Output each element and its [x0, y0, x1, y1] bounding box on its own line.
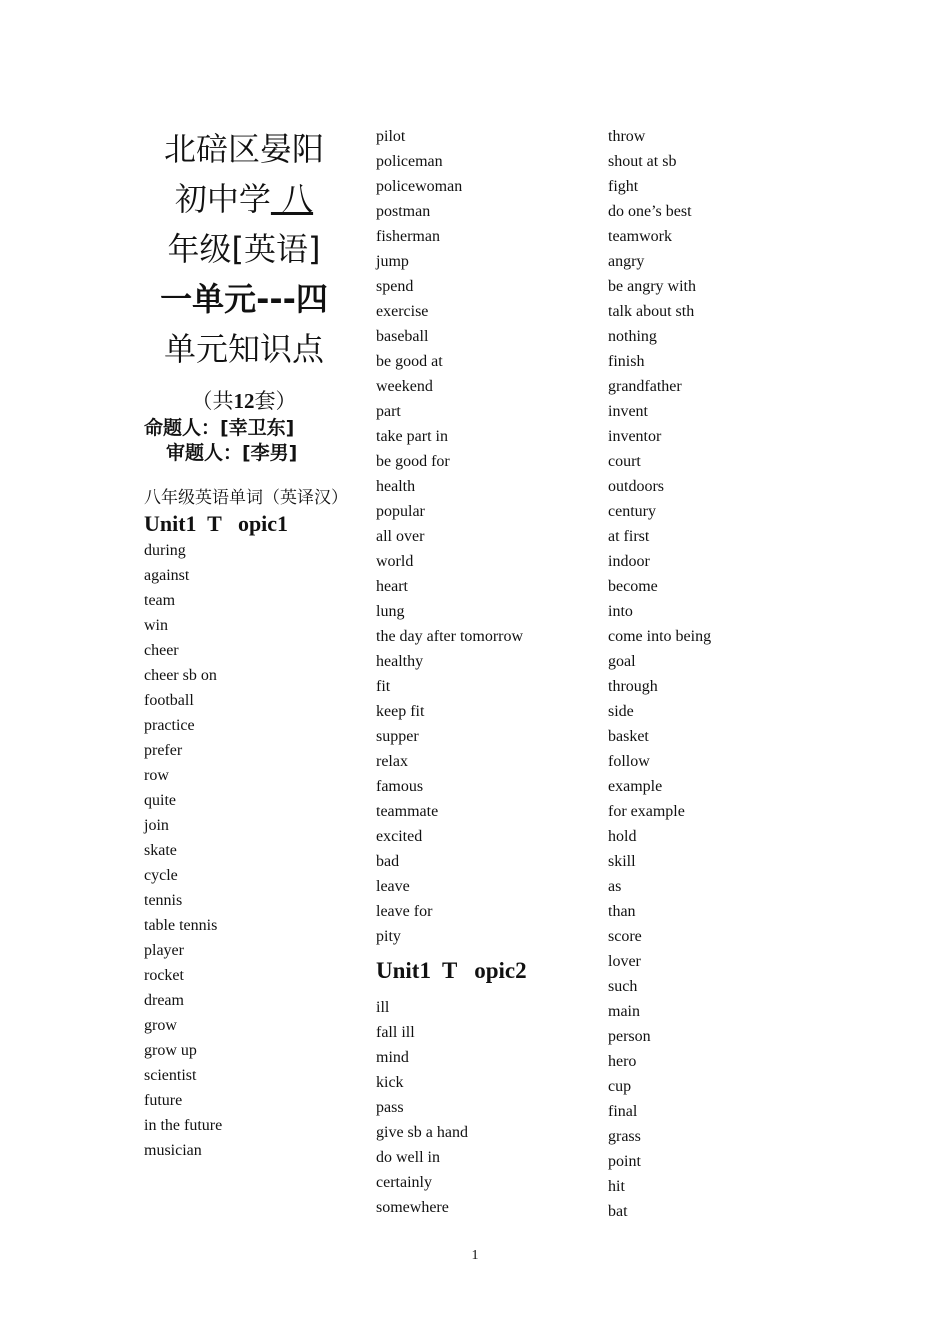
vocab-word: goal: [608, 653, 636, 670]
vocab-word: all over: [376, 528, 425, 545]
vocab-word: main: [608, 1003, 640, 1020]
vocab-word: century: [608, 503, 656, 520]
vocab-word: popular: [376, 503, 425, 520]
vocab-word: win: [144, 617, 168, 634]
vocab-word: pass: [376, 1099, 404, 1116]
vocab-word: famous: [376, 778, 424, 795]
vocab-word: indoor: [608, 553, 650, 570]
vocab-word: heart: [376, 578, 408, 595]
vocab-word: become: [608, 578, 658, 595]
vocab-word: skill: [608, 853, 636, 870]
vocab-word: the day after tomorrow: [376, 628, 524, 645]
vocab-word: against: [144, 567, 190, 584]
vocab-word: court: [608, 453, 641, 470]
vocab-word: certainly: [376, 1174, 432, 1191]
vocab-word: be angry with: [608, 278, 696, 295]
vocab-word: fight: [608, 178, 639, 195]
vocab-word: lung: [376, 603, 405, 620]
vocab-word: scientist: [144, 1067, 197, 1084]
vocab-word: outdoors: [608, 478, 664, 495]
vocab-subtitle: 八年级英语单词（英译汉）: [144, 488, 348, 508]
column3-word-list: [608, 124, 828, 1224]
grade-underlined: 八: [270, 180, 314, 218]
vocab-word: point: [608, 1153, 641, 1170]
vocab-word: grow: [144, 1017, 177, 1034]
set-count-number: 12: [233, 389, 255, 413]
reviewer-line: 审题人：[李男]: [166, 442, 298, 464]
vocab-word: prefer: [144, 742, 183, 759]
vocab-word: give sb a hand: [376, 1124, 468, 1141]
vocab-word: supper: [376, 728, 419, 745]
vocab-word: postman: [376, 203, 431, 220]
title-line-2: [144, 174, 344, 224]
vocab-word: talk about sth: [608, 303, 695, 320]
vocab-word: tennis: [144, 892, 183, 909]
vocab-word: be good at: [376, 353, 443, 370]
vocab-word: follow: [608, 753, 650, 770]
vocab-word: pity: [376, 928, 401, 945]
vocab-word: excited: [376, 828, 423, 845]
column2-word-list-bottom: [376, 995, 596, 1220]
vocab-word: into: [608, 603, 633, 620]
vocab-word: team: [144, 592, 176, 609]
vocab-word: do one’s best: [608, 203, 692, 220]
page-number: 1: [471, 1248, 479, 1263]
vocab-word: grow up: [144, 1042, 197, 1059]
title-line-3: 年级[英语]: [167, 230, 321, 268]
column2-word-list-top: [376, 124, 596, 949]
vocab-word: join: [144, 817, 169, 834]
vocab-word: cheer sb on: [144, 667, 217, 684]
vocab-word: leave: [376, 878, 410, 895]
vocab-word: as: [608, 878, 622, 895]
vocab-word: lover: [608, 953, 641, 970]
vocab-word: jump: [376, 253, 409, 270]
vocab-word: final: [608, 1103, 638, 1120]
vocab-word: relax: [376, 753, 408, 770]
vocab-word: quite: [144, 792, 176, 809]
vocab-word: teammate: [376, 803, 439, 820]
vocab-word: bad: [376, 853, 400, 870]
vocab-word: fit: [376, 678, 391, 695]
vocab-word: score: [608, 928, 642, 945]
vocab-word: at first: [608, 528, 650, 545]
vocab-word: exercise: [376, 303, 429, 320]
vocab-word: musician: [144, 1142, 202, 1159]
vocab-word: mind: [376, 1049, 409, 1066]
vocab-word: in the future: [144, 1117, 223, 1134]
author-line: 命题人：[幸卫东]: [144, 417, 295, 439]
vocab-word: invent: [608, 403, 648, 420]
vocab-word: future: [144, 1092, 183, 1109]
vocab-word: table tennis: [144, 917, 218, 934]
vocab-word: throw: [608, 128, 646, 145]
vocab-word: fisherman: [376, 228, 440, 245]
vocab-word: be good for: [376, 453, 450, 470]
vocab-word: dream: [144, 992, 184, 1009]
vocab-word: baseball: [376, 328, 429, 345]
vocab-word: example: [608, 778, 663, 795]
title-line-1: 北碚区晏阳: [163, 130, 324, 168]
vocab-word: hero: [608, 1053, 637, 1070]
title-line-4: 一单元---四: [160, 280, 328, 318]
vocab-word: fall ill: [376, 1024, 415, 1041]
vocab-word: part: [376, 403, 401, 420]
vocab-word: leave for: [376, 903, 433, 920]
vocab-word: than: [608, 903, 636, 920]
vocab-word: rocket: [144, 967, 184, 984]
vocab-word: during: [144, 542, 186, 559]
vocab-word: take part in: [376, 428, 448, 445]
vocab-word: through: [608, 678, 658, 695]
vocab-word: player: [144, 942, 184, 959]
vocab-word: cup: [608, 1078, 632, 1095]
vocab-word: practice: [144, 717, 195, 734]
vocab-word: row: [144, 767, 169, 784]
vocab-word: grass: [608, 1128, 641, 1145]
vocab-word: finish: [608, 353, 645, 370]
unit1-topic1-heading: Unit1 T opic1: [144, 511, 289, 536]
vocab-word: skate: [144, 842, 177, 859]
vocab-word: pilot: [376, 128, 406, 145]
vocab-word: bat: [608, 1203, 628, 1220]
vocab-word: cycle: [144, 867, 178, 884]
unit1-topic2-heading: Unit1 T opic2: [376, 958, 527, 983]
vocab-word: weekend: [376, 378, 433, 395]
vocab-word: basket: [608, 728, 649, 745]
vocab-word: kick: [376, 1074, 404, 1091]
vocab-word: health: [376, 478, 416, 495]
right-column: [608, 124, 828, 1224]
vocab-word: for example: [608, 803, 685, 820]
vocab-word: angry: [608, 253, 645, 270]
left-column: [144, 124, 348, 1163]
set-count: [144, 386, 344, 416]
vocab-word: come into being: [608, 628, 712, 645]
vocab-word: spend: [376, 278, 414, 295]
set-count-close: 套）: [254, 389, 297, 413]
vocab-word: hit: [608, 1178, 625, 1195]
vocab-word: such: [608, 978, 638, 995]
vocab-word: grandfather: [608, 378, 682, 395]
vocab-word: do well in: [376, 1149, 440, 1166]
vocab-word: cheer: [144, 642, 179, 659]
vocab-word: nothing: [608, 328, 657, 345]
vocab-word: somewhere: [376, 1199, 449, 1216]
title-line-2-prefix: 初中学: [174, 180, 271, 218]
vocab-word: healthy: [376, 653, 424, 670]
vocab-word: person: [608, 1028, 651, 1045]
vocab-word: policeman: [376, 153, 443, 170]
vocab-word: ill: [376, 999, 390, 1016]
set-count-open: （共: [191, 389, 234, 413]
vocab-word: policewoman: [376, 178, 463, 195]
vocab-word: world: [376, 553, 414, 570]
title-line-5: 单元知识点: [163, 330, 324, 368]
vocab-word: football: [144, 692, 194, 709]
vocab-word: side: [608, 703, 634, 720]
vocab-word: inventor: [608, 428, 662, 445]
vocab-word: hold: [608, 828, 637, 845]
vocab-word: shout at sb: [608, 153, 677, 170]
vocab-word: teamwork: [608, 228, 672, 245]
middle-column: [376, 124, 596, 1220]
vocab-word: keep fit: [376, 703, 425, 720]
column1-word-list: [144, 538, 344, 1163]
